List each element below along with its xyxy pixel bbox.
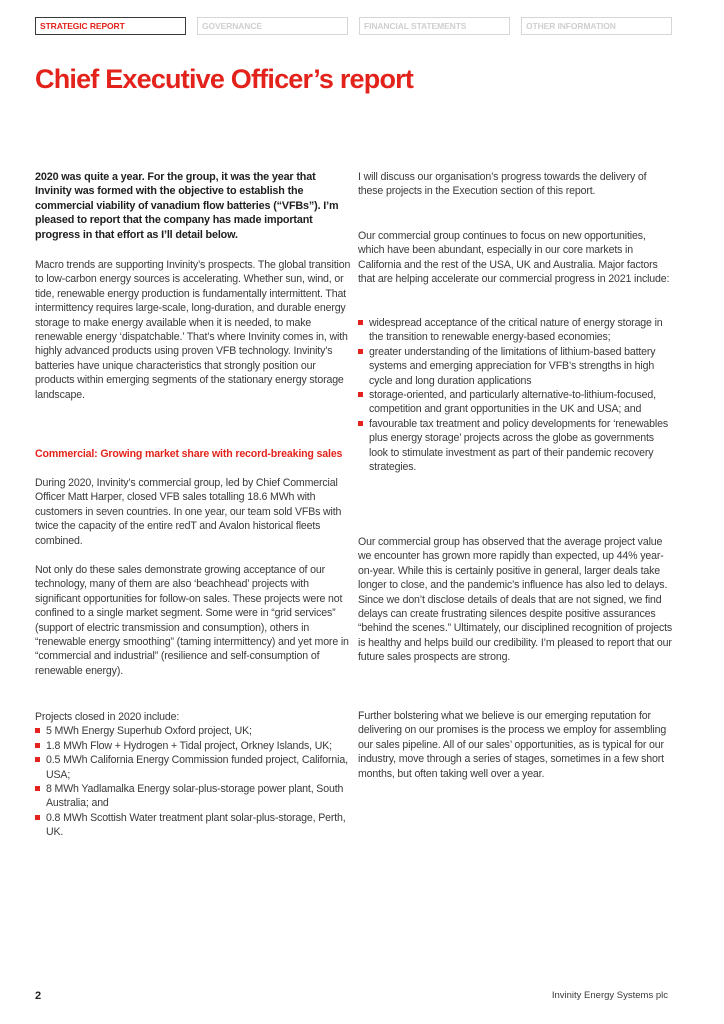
execution-paragraph: I will discuss our organisation’s progress towards the delivery of these projects in the Execution section of this report. — [358, 171, 647, 198]
list-item: favourable tax treatment and policy developments for ‘renewables plus energy storage’ projects across the globe as governments look to stimulate investment as part of their pandemic recovery strategies. — [358, 417, 674, 475]
macro-trends-paragraph: Macro trends are supporting Invinity’s prospects. The global transition to low-carbon energy sources is accelerating. Whether sun, wind, or tide, renewable energy production is fundamentally intermittent. That intermittency requires large-scale, long-duration, and durable energy storage to make energy available when it is needed, to make renewable energy ‘dispatchable.’ That’s where Invinity comes in, with highly advanced products using proven VFB technology. Invinity’s batteries have unique characteristics that strongly position our products within emerging segments of the stationary energy storage landscape. — [35, 259, 351, 401]
page-number: 2 — [35, 990, 42, 1002]
factors-list — [358, 316, 674, 474]
sales-paragraph: During 2020, Invinity’s commercial group, led by Chief Commercial Officer Matt Harper, closed VFB sales totalling 18.6 MWh with customers in seven countries. In one year, our team sold VFBs with twice the capacity of the entire redT and Avalon historical fleets combined. — [35, 477, 342, 547]
section-subheading: Commercial: Growing market share with record-breaking sales — [35, 448, 343, 460]
page-title: Chief Executive Officer’s report — [35, 64, 414, 94]
list-item: storage-oriented, and particularly alternative-to-lithium-focused, competition and grant opportunities in the UK and USA; and — [358, 388, 674, 417]
list-item: 8 MWh Yadlamalka Energy solar-plus-storage power plant, South Australia; and — [35, 782, 353, 811]
opportunities-paragraph: Our commercial group continues to focus on new opportunities, which have been abundant, especially in our core markets in California and the rest of the USA, UK and Australia. Major factors that are helping accelerate our commercial progress in 2021 include: — [358, 230, 670, 286]
project-value-paragraph: Our commercial group has observed that the average project value we encounter has grown more rapidly than expected, up 44% year-on-year. While this is certainly positive in general, larger deals take longer to close, and the pandemic’s influence has also led to delays. Since we don’t disclose details of deals that are not signed, we find delays can create frustrating silences despite positive assurances “behind the scenes.” Ultimately, our disciplined recognition of projects is healthy and helps build our credibility. I’m pleased to report that our future sales prospects are strong. — [358, 536, 673, 664]
tab-strategic-report[interactable]: STRATEGIC REPORT — [35, 17, 186, 35]
intro-paragraph: 2020 was quite a year. For the group, it was the year that Invinity was formed with the objective to establish the commercial viability of vanadium flow batteries (“VFBs”). I’m pleased to report that the company has made important progress in that effort as I’ll detail below. — [35, 171, 339, 241]
pipeline-paragraph: Further bolstering what we believe is our emerging reputation for delivering on our promises is the process we employ for assembling our sales pipeline. All of our sales’ opportunities, as is typical for our industry, move through a series of stages, sometimes in a few short months, but often taking well over a year. — [358, 710, 667, 780]
list-item: 0.8 MWh Scottish Water treatment plant solar-plus-storage, Perth, UK. — [35, 811, 353, 840]
projects-list-block — [35, 710, 353, 840]
projects-list — [35, 724, 353, 839]
list-item: 1.8 MWh Flow + Hydrogen + Tidal project, Orkney Islands, UK; — [35, 739, 353, 753]
tab-governance[interactable]: GOVERNANCE — [197, 17, 348, 35]
list-item: 5 MWh Energy Superhub Oxford project, UK; — [35, 724, 353, 738]
list-item: widespread acceptance of the critical nature of energy storage in the transition to renewable energy-based economies; — [358, 316, 674, 345]
projects-intro: Projects closed in 2020 include: — [35, 711, 180, 723]
list-item: 0.5 MWh California Energy Commission funded project, California, USA; — [35, 753, 353, 782]
footer-company: Invinity Energy Systems plc — [551, 990, 668, 1001]
tab-other-information[interactable]: OTHER INFORMATION — [521, 17, 672, 35]
beachhead-paragraph: Not only do these sales demonstrate growing acceptance of our technology, many of them are also ‘beachhead’ projects with significant opportunities for follow-on sales. These projects were not confined to a single market segment. Some were in “grid services” (support of electric transmission and consumption), others in “renewable energy smoothing” (taming intermittency) and yet more in “commercial and industrial” (resilience and self-consumption of renewable energy). — [35, 564, 349, 677]
tab-financial-statements[interactable]: FINANCIAL STATEMENTS — [359, 17, 510, 35]
list-item: greater understanding of the limitations of lithium-based battery systems and emerging appreciation for VFB’s strengths in high cycle and long duration applications — [358, 345, 674, 388]
